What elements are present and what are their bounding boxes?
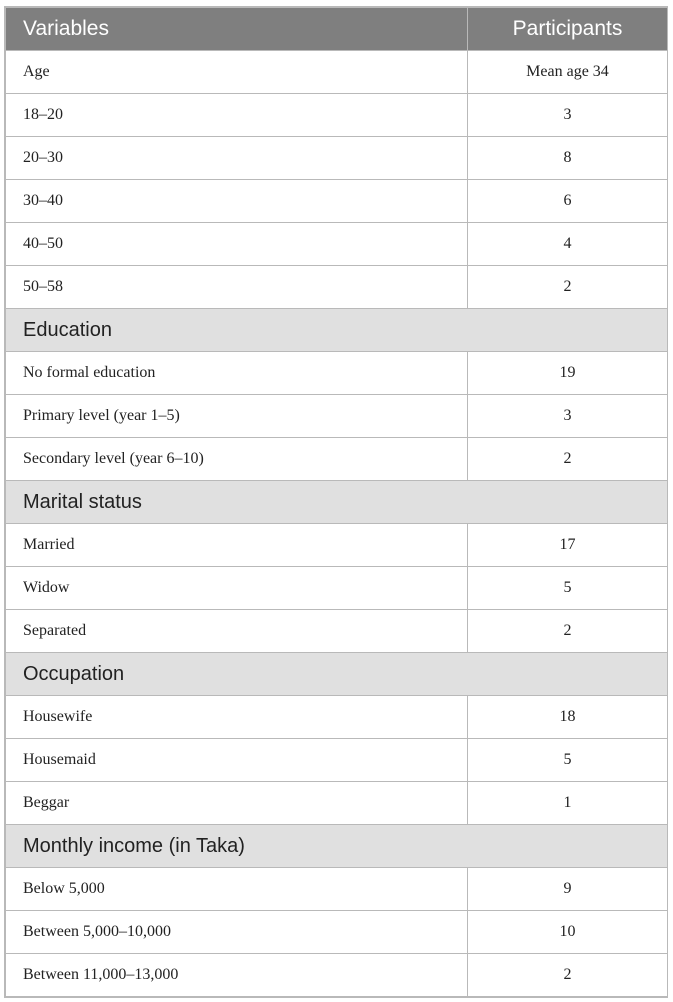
table-row	[6, 266, 668, 309]
variable-cell: 18–20	[6, 94, 468, 137]
table-row	[6, 610, 668, 653]
participants-cell: 2	[468, 266, 668, 309]
participants-cell: 8	[468, 137, 668, 180]
variable-cell: Separated	[6, 610, 468, 653]
participants-cell: 2	[468, 610, 668, 653]
participants-cell: 2	[468, 438, 668, 481]
participants-cell: 5	[468, 739, 668, 782]
variable-cell: Beggar	[6, 782, 468, 825]
table-row	[6, 94, 668, 137]
header-variables: Variables	[6, 8, 468, 51]
section-title: Education	[6, 309, 668, 352]
participants-cell: 19	[468, 352, 668, 395]
participants-cell: 4	[468, 223, 668, 266]
variable-cell: 40–50	[6, 223, 468, 266]
participants-cell: Mean age 34	[468, 51, 668, 94]
participants-cell: 17	[468, 524, 668, 567]
table-row	[6, 51, 668, 94]
table-row	[6, 567, 668, 610]
table-row	[6, 524, 668, 567]
participants-cell: 6	[468, 180, 668, 223]
variable-cell: Widow	[6, 567, 468, 610]
table-header-row	[6, 8, 668, 51]
table-row	[6, 911, 668, 954]
participants-cell: 1	[468, 782, 668, 825]
participants-cell: 9	[468, 868, 668, 911]
participants-table	[5, 7, 668, 997]
participants-cell: 2	[468, 954, 668, 997]
variable-cell: No formal education	[6, 352, 468, 395]
table-row	[6, 782, 668, 825]
variable-cell: 20–30	[6, 137, 468, 180]
table-row	[6, 352, 668, 395]
variable-cell: Primary level (year 1–5)	[6, 395, 468, 438]
variable-cell: Housewife	[6, 696, 468, 739]
table-header	[6, 8, 668, 51]
participants-cell: 5	[468, 567, 668, 610]
section-title: Occupation	[6, 653, 668, 696]
variable-cell: Married	[6, 524, 468, 567]
variable-cell: Housemaid	[6, 739, 468, 782]
section-title: Marital status	[6, 481, 668, 524]
variable-cell: Below 5,000	[6, 868, 468, 911]
variable-cell: Secondary level (year 6–10)	[6, 438, 468, 481]
variable-cell: Between 11,000–13,000	[6, 954, 468, 997]
participants-cell: 3	[468, 395, 668, 438]
variable-cell: Between 5,000–10,000	[6, 911, 468, 954]
table-row	[6, 438, 668, 481]
section-header-row	[6, 825, 668, 868]
section-header-row	[6, 653, 668, 696]
variable-cell: 30–40	[6, 180, 468, 223]
participants-cell: 18	[468, 696, 668, 739]
participants-cell: 10	[468, 911, 668, 954]
table-body	[6, 51, 668, 997]
table-row	[6, 739, 668, 782]
table-row	[6, 180, 668, 223]
header-participants: Participants	[468, 8, 668, 51]
table-row	[6, 137, 668, 180]
variable-cell: 50–58	[6, 266, 468, 309]
section-header-row	[6, 481, 668, 524]
section-title: Monthly income (in Taka)	[6, 825, 668, 868]
table-row	[6, 696, 668, 739]
table-row	[6, 954, 668, 997]
table-row	[6, 868, 668, 911]
variable-cell: Age	[6, 51, 468, 94]
participants-cell: 3	[468, 94, 668, 137]
participants-table-container	[4, 6, 668, 998]
section-header-row	[6, 309, 668, 352]
table-row	[6, 223, 668, 266]
table-row	[6, 395, 668, 438]
